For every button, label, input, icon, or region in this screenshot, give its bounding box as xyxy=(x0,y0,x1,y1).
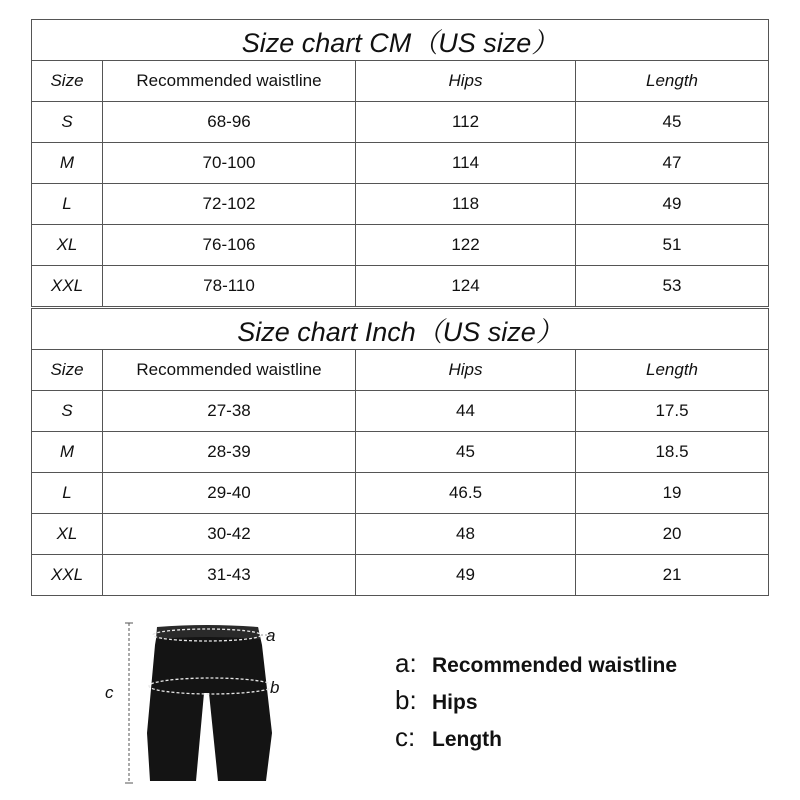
label-b: b xyxy=(270,678,280,697)
legend-key: b: xyxy=(395,685,417,715)
inch-table-title: Size chart Inch（US size） xyxy=(32,309,769,350)
cm-table-title: Size chart CM（US size） xyxy=(32,20,769,61)
header-hips: Hips xyxy=(356,61,576,102)
header-size: Size xyxy=(32,61,103,102)
header-length: Length xyxy=(576,350,769,391)
waistline-cell: 76-106 xyxy=(103,225,356,266)
hips-cell: 48 xyxy=(356,514,576,555)
length-cell: 21 xyxy=(576,555,769,596)
table-row xyxy=(32,143,769,184)
header-size: Size xyxy=(32,350,103,391)
hips-cell: 49 xyxy=(356,555,576,596)
legend-item xyxy=(395,648,677,685)
hips-cell: 112 xyxy=(356,102,576,143)
length-cell: 53 xyxy=(576,266,769,307)
waistline-cell: 30-42 xyxy=(103,514,356,555)
waistline-cell: 27-38 xyxy=(103,391,356,432)
length-cell: 49 xyxy=(576,184,769,225)
waistline-cell: 78-110 xyxy=(103,266,356,307)
legend-value: Hips xyxy=(432,691,478,714)
table-row xyxy=(32,432,769,473)
legend-item xyxy=(395,722,677,759)
legend-key: a: xyxy=(395,648,417,678)
table-row xyxy=(32,514,769,555)
hips-cell: 118 xyxy=(356,184,576,225)
hips-cell: 122 xyxy=(356,225,576,266)
size-cell: M xyxy=(32,143,103,184)
table-row xyxy=(32,473,769,514)
size-cell: XXL xyxy=(32,555,103,596)
shorts-shape xyxy=(147,627,272,781)
cm-header-row xyxy=(32,61,769,102)
hips-cell: 45 xyxy=(356,432,576,473)
table-row xyxy=(32,266,769,307)
size-chart-inch-table xyxy=(31,308,769,596)
waistline-cell: 72-102 xyxy=(103,184,356,225)
hips-cell: 124 xyxy=(356,266,576,307)
size-cell: XL xyxy=(32,514,103,555)
size-cell: L xyxy=(32,184,103,225)
shorts-measurement-diagram xyxy=(100,615,300,790)
legend-key: c: xyxy=(395,722,416,752)
header-waistline: Recommended waistline xyxy=(103,61,356,102)
size-cell: L xyxy=(32,473,103,514)
waistline-cell: 29-40 xyxy=(103,473,356,514)
legend-value: Length xyxy=(432,728,502,751)
table-row xyxy=(32,225,769,266)
label-c: c xyxy=(105,683,114,702)
table-row xyxy=(32,555,769,596)
hips-cell: 44 xyxy=(356,391,576,432)
size-chart-cm-table xyxy=(31,19,769,307)
measurement-legend xyxy=(395,648,677,759)
waistline-cell: 28-39 xyxy=(103,432,356,473)
hips-cell: 114 xyxy=(356,143,576,184)
length-cell: 20 xyxy=(576,514,769,555)
length-cell: 19 xyxy=(576,473,769,514)
length-cell: 18.5 xyxy=(576,432,769,473)
hips-cell: 46.5 xyxy=(356,473,576,514)
waistline-cell: 70-100 xyxy=(103,143,356,184)
length-cell: 47 xyxy=(576,143,769,184)
size-cell: S xyxy=(32,102,103,143)
table-row xyxy=(32,184,769,225)
size-cell: XXL xyxy=(32,266,103,307)
size-cell: M xyxy=(32,432,103,473)
header-length: Length xyxy=(576,61,769,102)
table-row xyxy=(32,391,769,432)
size-cell: S xyxy=(32,391,103,432)
length-cell: 45 xyxy=(576,102,769,143)
waistline-cell: 31-43 xyxy=(103,555,356,596)
label-a: a xyxy=(266,626,276,645)
header-hips: Hips xyxy=(356,350,576,391)
length-cell: 17.5 xyxy=(576,391,769,432)
legend-value: Recommended waistline xyxy=(432,654,678,677)
table-row xyxy=(32,102,769,143)
inch-header-row xyxy=(32,350,769,391)
legend-item xyxy=(395,685,677,722)
size-cell: XL xyxy=(32,225,103,266)
waistline-cell: 68-96 xyxy=(103,102,356,143)
length-cell: 51 xyxy=(576,225,769,266)
header-waistline: Recommended waistline xyxy=(103,350,356,391)
